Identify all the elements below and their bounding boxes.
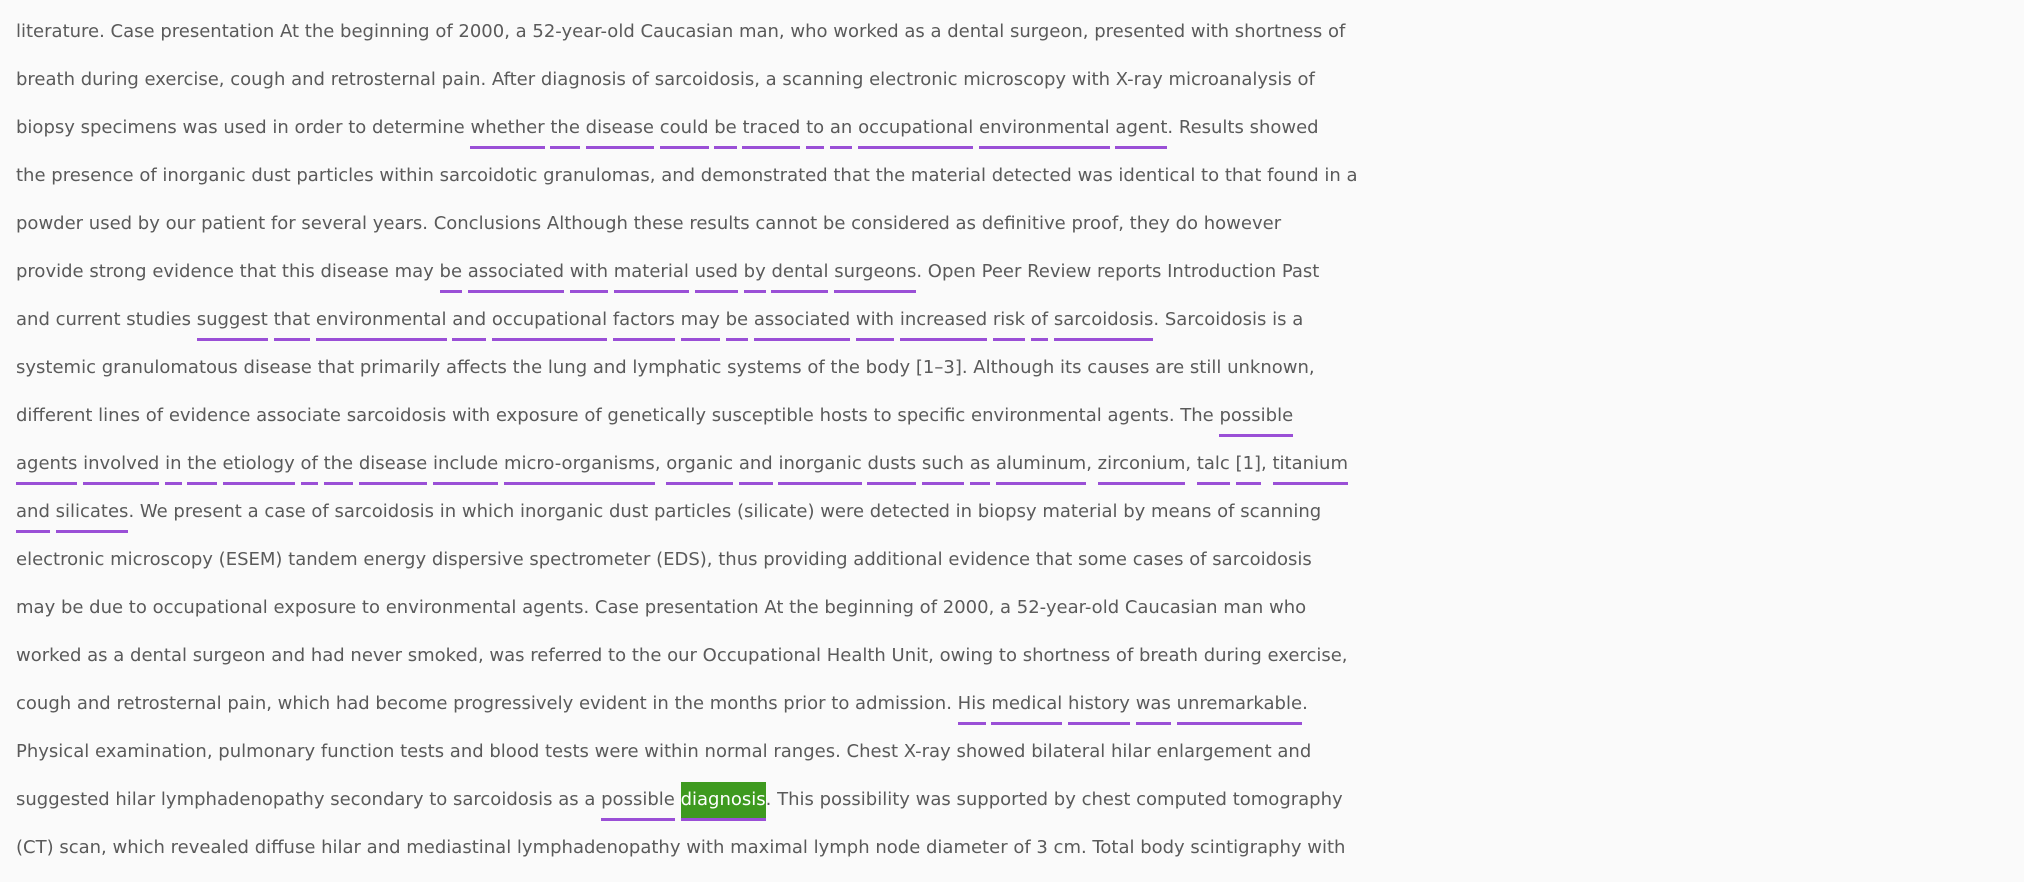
underlined-word[interactable]: such bbox=[922, 446, 964, 485]
text-segment: systemic granulomatous disease that primarily affects the lung and lymphatic systems of the body [1–3]. Although its causes are still unknown, bbox=[16, 357, 1315, 378]
underlined-word[interactable]: suggest bbox=[197, 302, 268, 341]
text-line bbox=[16, 248, 2008, 296]
document-text bbox=[16, 8, 2008, 872]
text-line bbox=[16, 776, 2008, 824]
underlined-word[interactable]: environmental bbox=[316, 302, 447, 341]
underlined-word[interactable]: with bbox=[570, 254, 608, 293]
underlined-word[interactable]: and bbox=[739, 446, 773, 485]
underlined-word[interactable]: material bbox=[614, 254, 689, 293]
text-line bbox=[16, 632, 2008, 680]
underlined-word[interactable]: micro-organisms bbox=[504, 446, 655, 485]
underlined-word[interactable]: aluminum bbox=[996, 446, 1086, 485]
underlined-word[interactable]: medical bbox=[991, 686, 1062, 725]
text-line bbox=[16, 536, 2008, 584]
text-line bbox=[16, 152, 2008, 200]
underlined-word[interactable]: associated bbox=[754, 302, 850, 341]
text-segment: worked as a dental surgeon and had never smoked, was referred to the our Occupational Health Unit, owing to shortness of breath during exercise, bbox=[16, 645, 1348, 666]
highlighted-word[interactable]: diagnosis bbox=[681, 782, 766, 821]
underlined-word[interactable]: sarcoidosis bbox=[1054, 302, 1154, 341]
text-segment: . Sarcoidosis is a bbox=[1153, 309, 1304, 330]
underlined-word[interactable]: dental bbox=[771, 254, 828, 293]
underlined-word[interactable]: that bbox=[274, 302, 311, 341]
underlined-word[interactable]: the bbox=[550, 110, 580, 149]
text-segment: . This possibility was supported by chest computed tomography bbox=[765, 789, 1343, 810]
underlined-word[interactable]: and bbox=[452, 302, 486, 341]
underlined-word[interactable]: environmental bbox=[979, 110, 1110, 149]
text-segment: the presence of inorganic dust particles within sarcoidotic granulomas, and demonstrated that the material detected was identical to that found in a bbox=[16, 165, 1358, 186]
text-line bbox=[16, 824, 2008, 872]
underlined-word[interactable]: include bbox=[433, 446, 498, 485]
underlined-word[interactable]: to bbox=[806, 110, 824, 149]
underlined-word[interactable]: zirconium bbox=[1098, 446, 1186, 485]
text-segment: cough and retrosternal pain, which had become progressively evident in the months prior to admission. bbox=[16, 693, 958, 714]
text-segment: biopsy specimens was used in order to determine bbox=[16, 117, 471, 138]
text-segment: and current studies bbox=[16, 309, 197, 330]
underlined-word[interactable]: associated bbox=[468, 254, 564, 293]
text-segment: breath during exercise, cough and retrosternal pain. After diagnosis of sarcoidosis, a scanning electronic microscopy with X-ray microanalysis of bbox=[16, 69, 1315, 90]
text-segment: , bbox=[654, 453, 667, 474]
underlined-word[interactable]: traced bbox=[742, 110, 800, 149]
underlined-word[interactable]: as bbox=[970, 446, 990, 485]
underlined-word[interactable]: risk bbox=[993, 302, 1025, 341]
underlined-word[interactable]: used bbox=[695, 254, 738, 293]
underlined-word[interactable]: etiology bbox=[223, 446, 295, 485]
underlined-word[interactable]: disease bbox=[586, 110, 654, 149]
underlined-word[interactable]: unremarkable bbox=[1177, 686, 1303, 725]
underlined-word[interactable]: be bbox=[726, 302, 749, 341]
text-segment: . Open Peer Review reports Introduction Past bbox=[916, 261, 1320, 282]
underlined-word[interactable]: of bbox=[301, 446, 318, 485]
underlined-word[interactable]: titanium bbox=[1273, 446, 1349, 485]
underlined-word[interactable]: His bbox=[958, 686, 986, 725]
text-segment: electronic microscopy (ESEM) tandem energy dispersive spectrometer (EDS), thus providing additional evidence that some cases of sarcoidosis bbox=[16, 549, 1312, 570]
underlined-word[interactable]: possible bbox=[1219, 398, 1293, 437]
underlined-word[interactable]: surgeons bbox=[834, 254, 916, 293]
underlined-word[interactable]: be bbox=[714, 110, 737, 149]
underlined-word[interactable]: organic bbox=[666, 446, 733, 485]
text-segment: may be due to occupational exposure to environmental agents. Case presentation At the beginning of 2000, a 52-year-old Caucasian man who bbox=[16, 597, 1307, 618]
underlined-word[interactable]: in bbox=[165, 446, 181, 485]
underlined-word[interactable]: factors bbox=[613, 302, 675, 341]
underlined-word[interactable]: [1] bbox=[1236, 446, 1262, 485]
text-line bbox=[16, 344, 2008, 392]
text-segment: literature. Case presentation At the beginning of 2000, a 52-year-old Caucasian man, who worked as a dental surgeon, presented with shortness of bbox=[16, 21, 1346, 42]
text-segment: powder used by our patient for several years. Conclusions Although these results cannot be considered as definitive proof, they do however bbox=[16, 213, 1282, 234]
text-line bbox=[16, 440, 2008, 488]
text-segment: Physical examination, pulmonary function tests and blood tests were within normal ranges. Chest X-ray showed bilateral hilar enlargement and bbox=[16, 741, 1312, 762]
text-segment: , bbox=[1261, 453, 1273, 474]
text-line bbox=[16, 56, 2008, 104]
text-line bbox=[16, 728, 2008, 776]
text-segment: , bbox=[1185, 453, 1197, 474]
underlined-word[interactable]: involved bbox=[83, 446, 159, 485]
text-line bbox=[16, 200, 2008, 248]
text-segment: (CT) scan, which revealed diffuse hilar and mediastinal lymphadenopathy with maximal lymph node diameter of 3 cm. Total body scintigraphy with bbox=[16, 837, 1346, 858]
text-line bbox=[16, 392, 2008, 440]
text-line bbox=[16, 296, 2008, 344]
text-segment: different lines of evidence associate sarcoidosis with exposure of genetically susceptible hosts to specific environmental agents. The bbox=[16, 405, 1220, 426]
underlined-word[interactable]: and bbox=[16, 494, 50, 533]
text-segment: . We present a case of sarcoidosis in which inorganic dust particles (silicate) were detected in biopsy material by means of scanning bbox=[128, 501, 1322, 522]
underlined-word[interactable]: of bbox=[1031, 302, 1048, 341]
underlined-word[interactable]: the bbox=[187, 446, 217, 485]
underlined-word[interactable]: silicates bbox=[56, 494, 129, 533]
text-segment: , bbox=[1086, 453, 1098, 474]
underlined-word[interactable]: dusts bbox=[867, 446, 916, 485]
underlined-word[interactable]: was bbox=[1136, 686, 1171, 725]
text-line bbox=[16, 104, 2008, 152]
text-line bbox=[16, 8, 2008, 56]
underlined-word[interactable]: occupational bbox=[858, 110, 973, 149]
underlined-word[interactable]: could bbox=[660, 110, 709, 149]
underlined-word[interactable]: talc bbox=[1197, 446, 1230, 485]
underlined-word[interactable]: agent bbox=[1115, 110, 1167, 149]
underlined-word[interactable]: by bbox=[744, 254, 766, 293]
underlined-word[interactable]: an bbox=[830, 110, 852, 149]
text-segment: . bbox=[1302, 693, 1308, 714]
underlined-word[interactable]: agents bbox=[16, 446, 77, 485]
text-segment: suggested hilar lymphadenopathy secondary to sarcoidosis as a bbox=[16, 789, 602, 810]
text-line bbox=[16, 680, 2008, 728]
underlined-word[interactable]: increased bbox=[900, 302, 987, 341]
text-segment: . Results showed bbox=[1167, 117, 1319, 138]
underlined-word[interactable]: may bbox=[681, 302, 720, 341]
underlined-word[interactable]: whether bbox=[470, 110, 544, 149]
underlined-word[interactable]: inorganic bbox=[778, 446, 861, 485]
underlined-word[interactable]: disease bbox=[359, 446, 427, 485]
underlined-word[interactable]: be bbox=[440, 254, 463, 293]
text-line bbox=[16, 584, 2008, 632]
text-segment: provide strong evidence that this disease may bbox=[16, 261, 440, 282]
underlined-word[interactable]: history bbox=[1068, 686, 1130, 725]
underlined-word[interactable]: with bbox=[856, 302, 894, 341]
underlined-word[interactable]: the bbox=[324, 446, 354, 485]
underlined-word[interactable]: possible bbox=[601, 782, 675, 821]
text-line bbox=[16, 488, 2008, 536]
underlined-word[interactable]: occupational bbox=[492, 302, 607, 341]
